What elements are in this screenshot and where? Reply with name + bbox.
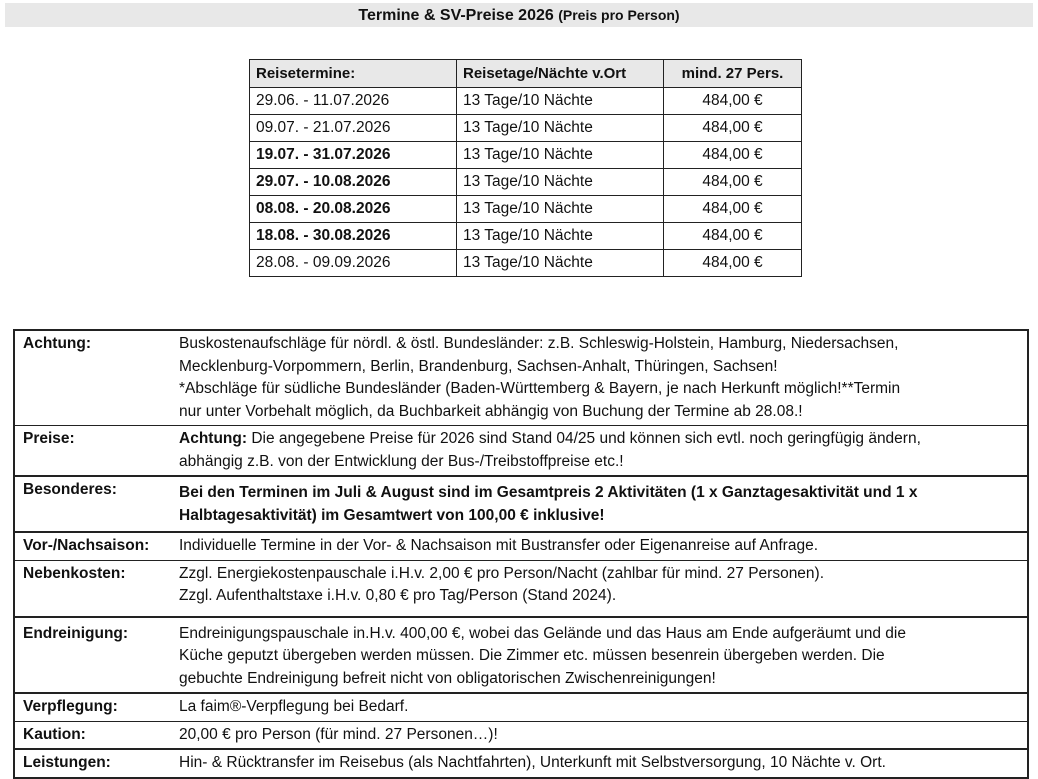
text-line: Hin- & Rücktransfer im Reisebus (als Nachtfahrten), Unterkunft mit Selbstversorgung, 10 Nächte v. Ort. [179,754,886,771]
col-header-termine: Reisetermine: [250,60,457,88]
info-row-nebenkosten [14,560,1028,617]
dauer-cell: 13 Tage/10 Nächte [457,223,664,250]
dates-table-header [250,60,802,88]
dauer-cell: 13 Tage/10 Nächte [457,115,664,142]
termin-cell: 08.08. - 20.08.2026 [250,196,457,223]
text-line: Endreinigungspauschale in.H.v. 400,00 €, wobei das Gelände und das Haus am Ende aufgeräumt und die [179,624,906,642]
dauer-cell: 13 Tage/10 Nächte [457,169,664,196]
title-subtitle: (Preis pro Person) [558,7,680,23]
title-main: Termine & SV-Preise 2026 [358,7,554,24]
termin-cell: 18.08. - 30.08.2026 [250,223,457,250]
info-value [171,721,1028,749]
text-line: 20,00 € pro Person (für mind. 27 Personen…)! [179,725,498,743]
col-header-preis: mind. 27 Pers. [664,60,802,88]
info-value [171,330,1028,426]
text-line: abhängig z.B. von der Entwicklung der Bus-/Treibstoffpreise etc.! [179,452,624,470]
info-row-endreinigung [14,617,1028,694]
info-label: Leistungen: [14,749,171,778]
info-label: Kaution: [14,721,171,749]
text-line: Zzgl. Energiekostenpauschale i.H.v. 2,00 € pro Person/Nacht (zahlbar für mind. 27 Personen). [179,564,825,582]
text-span: Die angegebene Preise für 2026 sind Stand 04/25 und können sich evtl. noch geringfügig ändern, [247,430,921,447]
table-row [250,250,802,277]
termin-cell: 29.06. - 11.07.2026 [250,88,457,115]
info-value [171,532,1028,560]
dates-price-table [249,59,802,277]
info-label: Vor-/Nachsaison: [14,532,171,560]
table-row [250,142,802,169]
info-row-vornachsaison [14,532,1028,560]
text-line: Küche geputzt übergeben werden müssen. Die Zimmer etc. müssen besenrein übergeben werden. Die [179,647,885,664]
info-label: Achtung: [14,330,171,426]
table-row [250,115,802,142]
info-row-besonderes [14,476,1028,532]
preis-cell: 484,00 € [664,250,802,277]
info-label: Besonderes: [14,476,171,532]
termin-cell: 29.07. - 10.08.2026 [250,169,457,196]
text-line: Buskostenaufschläge für nördl. & östl. Bundesländer: z.B. Schleswig-Holstein, Hamburg, Niedersachsen, [179,335,899,352]
text-line: Individuelle Termine in der Vor- & Nachsaison mit Bustransfer oder Eigenanreise auf Anfrage. [179,537,819,554]
text-line: gebuchte Endreinigung befreit nicht von obligatorischen Zwischenreinigungen! [179,669,716,687]
table-row [250,88,802,115]
dauer-cell: 13 Tage/10 Nächte [457,250,664,277]
preis-cell: 484,00 € [664,223,802,250]
termin-cell: 09.07. - 21.07.2026 [250,115,457,142]
table-row [250,196,802,223]
info-value [171,749,1028,778]
text-line: Zzgl. Aufenthaltstaxe i.H.v. 0,80 € pro Tag/Person (Stand 2024). [179,587,617,604]
dauer-cell: 13 Tage/10 Nächte [457,142,664,169]
text-line: nur unter Vorbehalt möglich, da Buchbarkeit abhängig von Buchung der Termine ab 28.08.! [179,402,803,420]
text-line: *Abschläge für südliche Bundesländer (Baden-Württemberg & Bayern, je nach Herkunft möglich!**Termin [179,380,901,397]
text-line: La faim®-Verpflegung bei Bedarf. [179,698,409,715]
text-line [179,428,1021,451]
info-value [171,560,1028,617]
info-row-kaution [14,721,1028,749]
text-line: Mecklenburg-Vorpommern, Berlin, Brandenburg, Sachsen-Anhalt, Thüringen, Sachsen! [179,357,778,375]
info-label: Endreinigung: [14,617,171,694]
info-row-preise [14,426,1028,477]
info-label: Verpflegung: [14,693,171,721]
preis-cell: 484,00 € [664,169,802,196]
page-title [5,3,1033,27]
preis-cell: 484,00 € [664,196,802,223]
info-row-leistungen [14,749,1028,778]
info-table [13,329,1029,779]
table-row [250,169,802,196]
text-line: Halbtagesaktivität) im Gesamtwert von 100,00 € inklusive! [179,506,605,524]
dauer-cell: 13 Tage/10 Nächte [457,196,664,223]
bold-prefix: Achtung: [179,430,248,447]
info-value [171,617,1028,694]
dauer-cell: 13 Tage/10 Nächte [457,88,664,115]
col-header-dauer: Reisetage/Nächte v.Ort [457,60,664,88]
info-value [171,426,1028,477]
preis-cell: 484,00 € [664,115,802,142]
info-value [171,476,1028,532]
preis-cell: 484,00 € [664,142,802,169]
termin-cell: 19.07. - 31.07.2026 [250,142,457,169]
info-row-verpflegung [14,693,1028,721]
info-row-achtung [14,330,1028,426]
info-label: Nebenkosten: [14,560,171,617]
termin-cell: 28.08. - 09.09.2026 [250,250,457,277]
table-row [250,223,802,250]
preis-cell: 484,00 € [664,88,802,115]
text-line: Bei den Terminen im Juli & August sind im Gesamtpreis 2 Aktivitäten (1 x Ganztagesaktivität und 1 x [179,484,918,501]
info-label: Preise: [14,426,171,477]
info-value [171,693,1028,721]
